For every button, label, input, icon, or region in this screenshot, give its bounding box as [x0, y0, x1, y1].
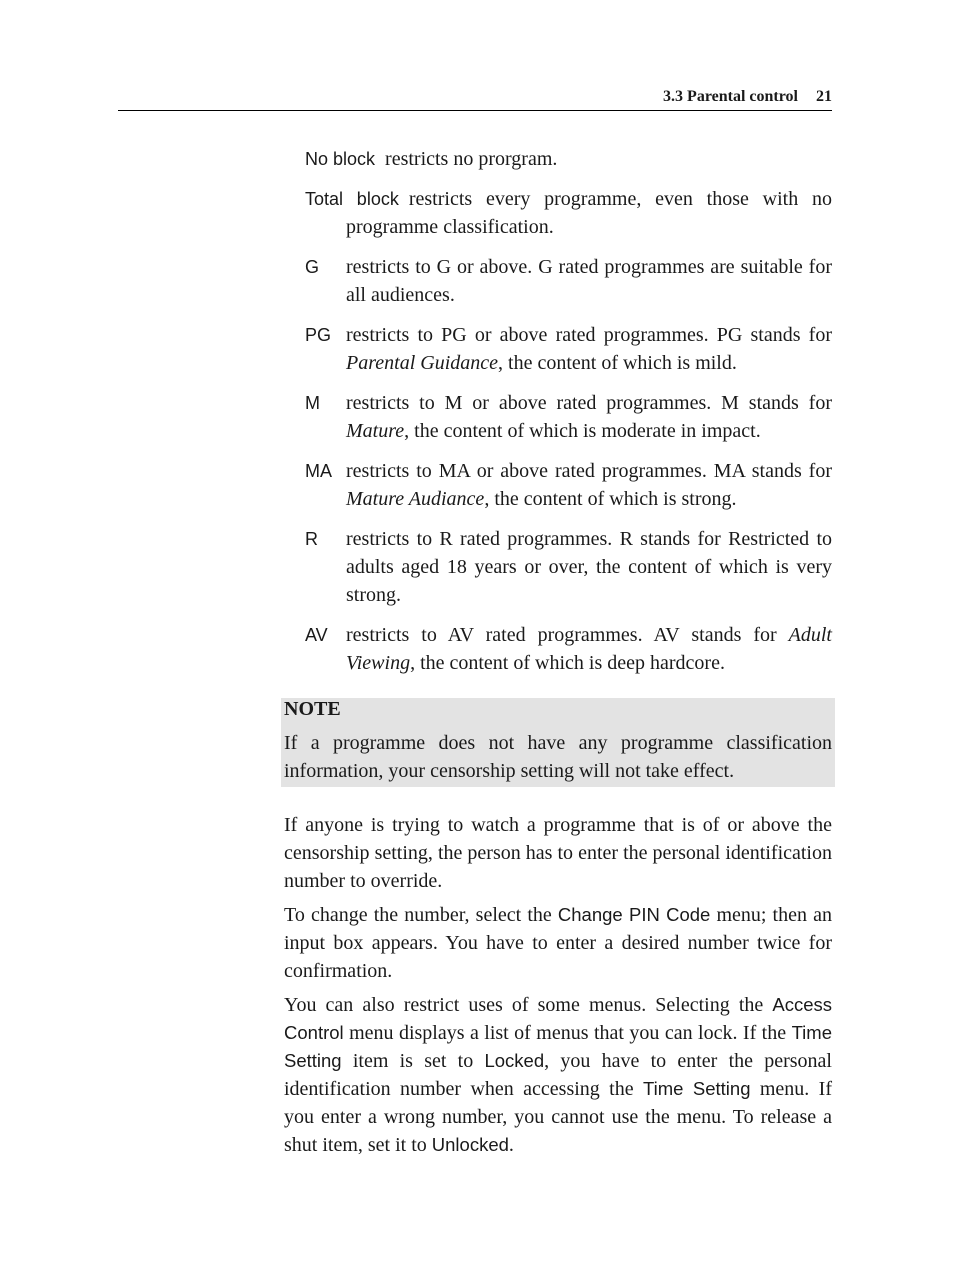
paragraph-text: You can also restrict uses of some menus. Selecting the — [284, 994, 773, 1016]
value-locked: Locked — [484, 1050, 545, 1071]
definition-total-block — [305, 185, 832, 241]
definition-text: restricts to PG or above rated programmes. PG stands for — [346, 324, 832, 346]
term-no-block: No block — [305, 149, 376, 169]
paragraph-text: To change the number, select the — [284, 904, 558, 926]
definition-pg — [305, 321, 832, 377]
definition-italic: Mature Audiance — [346, 488, 485, 510]
menu-name-change-pin-code: Change PIN Code — [557, 904, 711, 925]
definition-m — [305, 389, 832, 445]
paragraph-text: , you have to enter the personal identification number when accessing the — [284, 1050, 832, 1100]
running-header — [118, 86, 832, 111]
definition-text-end: , the content of which is mild. — [498, 352, 737, 374]
term-g: G — [305, 257, 320, 277]
definition-text: restricts every programme, even those with no programme classification. — [346, 188, 832, 238]
note-title: NOTE — [284, 698, 341, 720]
definition-av — [305, 621, 832, 677]
menu-name-time-setting: Time Setting — [642, 1078, 751, 1099]
term-pg: PG — [305, 325, 332, 345]
value-unlocked: Unlocked — [431, 1134, 509, 1155]
section-title: 3.3 Parental control — [663, 88, 798, 105]
paragraph-text: menu displays a list of menus that you can lock. If the — [343, 1022, 792, 1044]
paragraph-override: If anyone is trying to watch a programme that is of or above the censorship setting, the person has to enter the personal identification number to override. — [284, 814, 832, 892]
definition-italic: Adult Viewing — [346, 624, 832, 674]
definition-text: restricts to AV rated programmes. AV stands for — [346, 624, 789, 646]
term-m: M — [305, 393, 320, 413]
definition-text: restricts no prorgram. — [385, 148, 558, 170]
body-text — [284, 811, 832, 1165]
term-r: R — [305, 529, 318, 549]
term-ma: MA — [305, 461, 332, 481]
note-text: If a programme does not have any programme classification information, your censorship setting will not take effect. — [284, 732, 832, 782]
definition-text: restricts to M or above rated programmes. M stands for — [346, 392, 832, 414]
definition-text-end: , the content of which is strong. — [484, 488, 737, 510]
definition-g — [305, 253, 832, 309]
definition-text: restricts to G or above. G rated programmes are suitable for all audiences. — [346, 256, 832, 306]
paragraph-text: menu. If you enter a wrong number, you cannot use the menu. To release a shut item, set it to — [284, 1078, 832, 1156]
definition-text: restricts to R rated programmes. R stands for Restricted to adults aged 18 years or over, the content of which is very strong. — [346, 528, 832, 606]
page-number: 21 — [816, 88, 832, 105]
definition-no-block — [305, 145, 832, 173]
paragraph-text: . — [508, 1134, 514, 1156]
definition-italic: Parental Guidance — [346, 352, 499, 374]
definition-r — [305, 525, 832, 609]
note-box — [281, 698, 835, 787]
paragraph-text: menu; then an input box appears. You have to enter a desired number twice for confirmation. — [284, 904, 832, 982]
definition-text: restricts to MA or above rated programmes. MA stands for — [346, 460, 832, 482]
definition-text-end: , the content of which is deep hardcore. — [410, 652, 725, 674]
rating-definitions — [305, 145, 832, 689]
paragraph-text: item is set to — [341, 1050, 485, 1072]
paragraph-change-pin — [284, 901, 832, 985]
definition-italic: Mature — [346, 420, 405, 442]
menu-name-time-setting: Time Setting — [284, 1022, 832, 1071]
definition-text-end: , the content of which is moderate in impact. — [404, 420, 761, 442]
definition-ma — [305, 457, 832, 513]
term-total-block: Total block — [305, 189, 399, 209]
menu-name-access-control: Access Control — [284, 994, 832, 1043]
term-av: AV — [305, 625, 328, 645]
paragraph-access-control — [284, 991, 832, 1159]
